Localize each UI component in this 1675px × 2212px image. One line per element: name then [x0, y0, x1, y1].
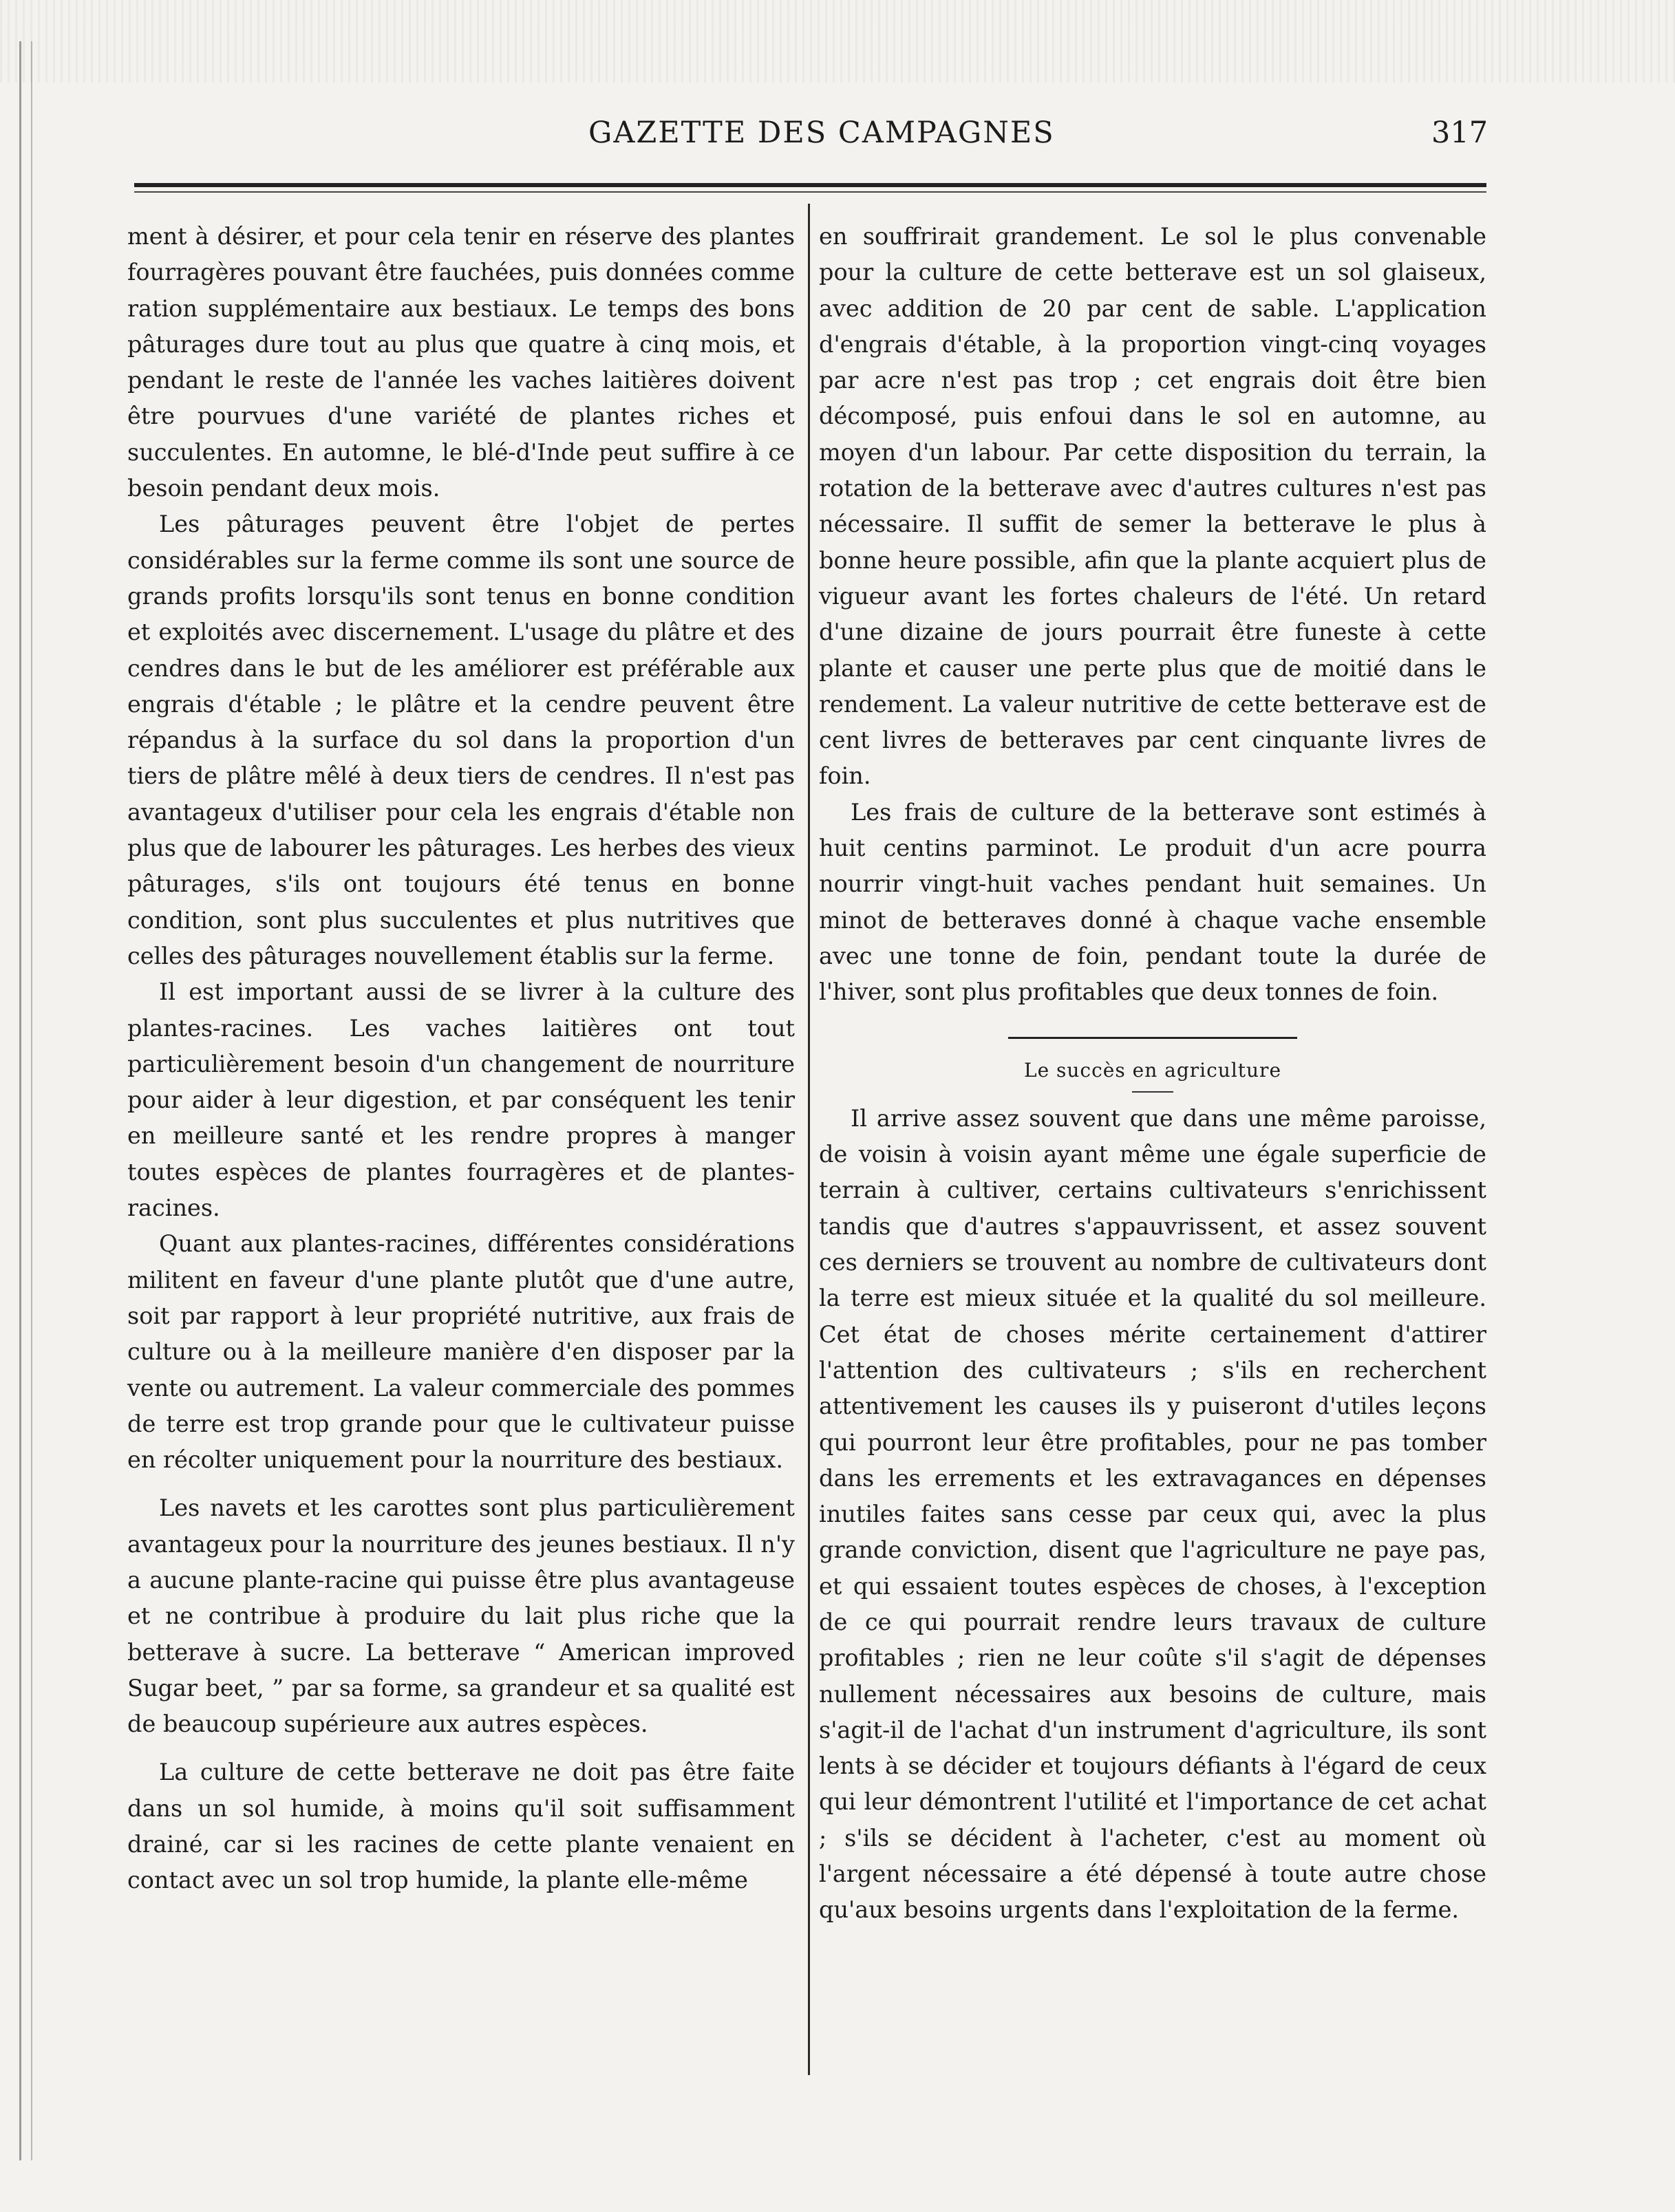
column-divider — [808, 204, 810, 2075]
paragraph: ment à désirer, et pour cela tenir en réserve des plantes fourragères pouvant être fauchées, puis données comme ration supplémentaire aux bestiaux. Le temps des bons pâturages dure tout au plus que quatre à cinq mois, et pendant le reste de l'année les vaches laitières doivent être pourvues d'une variété de plantes riches et succulentes. En automne, le blé-d'Inde peut suffire à ce besoin pendant deux mois. — [127, 223, 795, 502]
section-title: Le succès en agriculture — [1023, 1058, 1282, 1082]
paragraph: Les pâturages peuvent être l'objet de pertes considérables sur la ferme comme ils sont une source de grands profits lorsqu'ils sont tenus en bonne condition et exploités avec discernement. L'usage du plâtre et des cendres dans le but de les améliorer est préférable aux engrais d'étable ; le plâtre et la cendre peuvent être répandus à la surface du sol dans la proportion d'un tiers de plâtre mêlé à deux tiers de cendres. Il n'est pas avantageux d'utiliser pour cela les engrais d'étable non plus que de labourer les pâturages. Les herbes des vieux pâturages, s'ils ont toujours été tenus en bonne condition, sont plus succulentes et plus nutritives que celles des pâturages nouvellement établis sur la ferme. — [127, 511, 795, 969]
right-column — [819, 219, 1486, 1929]
paragraph: Quant aux plantes-racines, différentes considérations militent en faveur d'une plante plutôt que d'une autre, soit par rapport à leur propriété nutritive, aux frais de culture ou à la meilleure manière d'en disposer par la vente ou autrement. La valeur commerciale des pommes de terre est trop grande pour que le cultivateur puisse en récolter uniquement pour la nourriture des bestiaux. — [127, 1230, 795, 1474]
paragraph: Les navets et les carottes sont plus particulièrement avantageux pour la nourriture des jeunes bestiaux. Il n'y a aucune plante-racine qui puisse être plus avantageuse et ne contribue à produire du lait plus riche que la betterave à sucre. La betterave “ American improved Sugar beet, ” par sa forme, sa grandeur et sa qualité est de beaucoup supérieure aux autres espèces. — [127, 1494, 795, 1738]
header-rule-thin — [134, 191, 1486, 193]
binding-edge — [19, 41, 32, 2160]
section-title-underline — [1132, 1091, 1173, 1093]
scan-noise — [0, 0, 1675, 83]
paragraph: Il arrive assez souvent que dans une même paroisse, de voisin à voisin ayant même une égale superficie de terrain à cultiver, certains cultivateurs s'enrichissent tandis que d'autres s'appauvrissent, et assez souvent ces derniers se trouvent au nombre de cultivateurs dont la terre est mieux située et la qualité du sol meilleure. Cet état de choses mérite certainement d'attirer l'attention des cultivateurs ; s'ils en recherchent attentivement les causes ils y puiseront d'utiles leçons qui pourront leur être profitables, pour ne pas tomber dans les errements et les extravagances en dépenses inutiles faites sans cesse par ceux qui, avec la plus grande conviction, disent que l'agriculture ne paye pas, et qui essaient toutes espèces de choses, à l'exception de ce qui pourrait rendre leurs travaux de culture profitables ; rien ne leur coûte s'il s'agit de dépenses nullement nécessaires aux besoins de culture, mais s'agit-il de l'achat d'un instrument d'agriculture, ils sont lents à se décider et toujours défiants à l'égard de ceux qui leur démontrent l'utilité et l'importance de cet achat ; s'ils se décident à l'acheter, c'est au moment où l'argent nécessaire a été dépensé à toute autre chose qu'aux besoins urgents dans l'exploitation de la ferme. — [819, 1104, 1486, 1924]
header-rule-thick — [134, 183, 1486, 187]
running-title: GAZETTE DES CAMPAGNES — [588, 116, 1055, 150]
section-divider — [1008, 1037, 1297, 1039]
page-number: 317 — [1431, 116, 1489, 150]
page-header — [0, 116, 1675, 171]
paragraph: Les frais de culture de la betterave sont estimés à huit centins parminot. Le produit d'un acre pourra nourrir vingt-huit vaches pendant huit semaines. Un minot de betteraves donné à chaque vache ensemble avec une tonne de foin, pendant toute la durée de l'hiver, sont plus profitables que deux tonnes de foin. — [819, 798, 1486, 1006]
paragraph: en souffrirait grandement. Le sol le plus convenable pour la culture de cette betterave est un sol glaiseux, avec addition de 20 par cent de sable. L'application d'engrais d'étable, à la proportion vingt-cinq voyages par acre n'est pas trop ; cet engrais doit être bien décomposé, puis enfoui dans le sol en automne, au moyen d'un labour. Par cette disposition du terrain, la rotation de la betterave avec d'autres cultures n'est pas nécessaire. Il suffit de semer la betterave le plus à bonne heure possible, afin que la plante acquiert plus de vigueur avant les fortes chaleurs de l'été. Un retard d'une dizaine de jours pourrait être funeste à cette plante et causer une perte plus que de moitié dans le rendement. La valeur nutritive de cette betterave est de cent livres de betteraves par cent cinquante livres de foin. — [819, 223, 1486, 790]
left-column — [127, 219, 795, 1899]
paragraph: Il est important aussi de se livrer à la culture des plantes-racines. Les vaches laitières ont tout particulièrement besoin d'un changement de nourriture pour aider à leur digestion, et par conséquent les tenir en meilleure santé et les rendre propres à manger toutes espèces de plantes fourragères et de plantes-racines. — [127, 978, 795, 1222]
paragraph: La culture de cette betterave ne doit pas être faite dans un sol humide, à moins qu'il soit suffisamment drainé, car si les racines de cette plante venaient en contact avec un sol trop humide, la plante elle-même — [127, 1759, 795, 1894]
